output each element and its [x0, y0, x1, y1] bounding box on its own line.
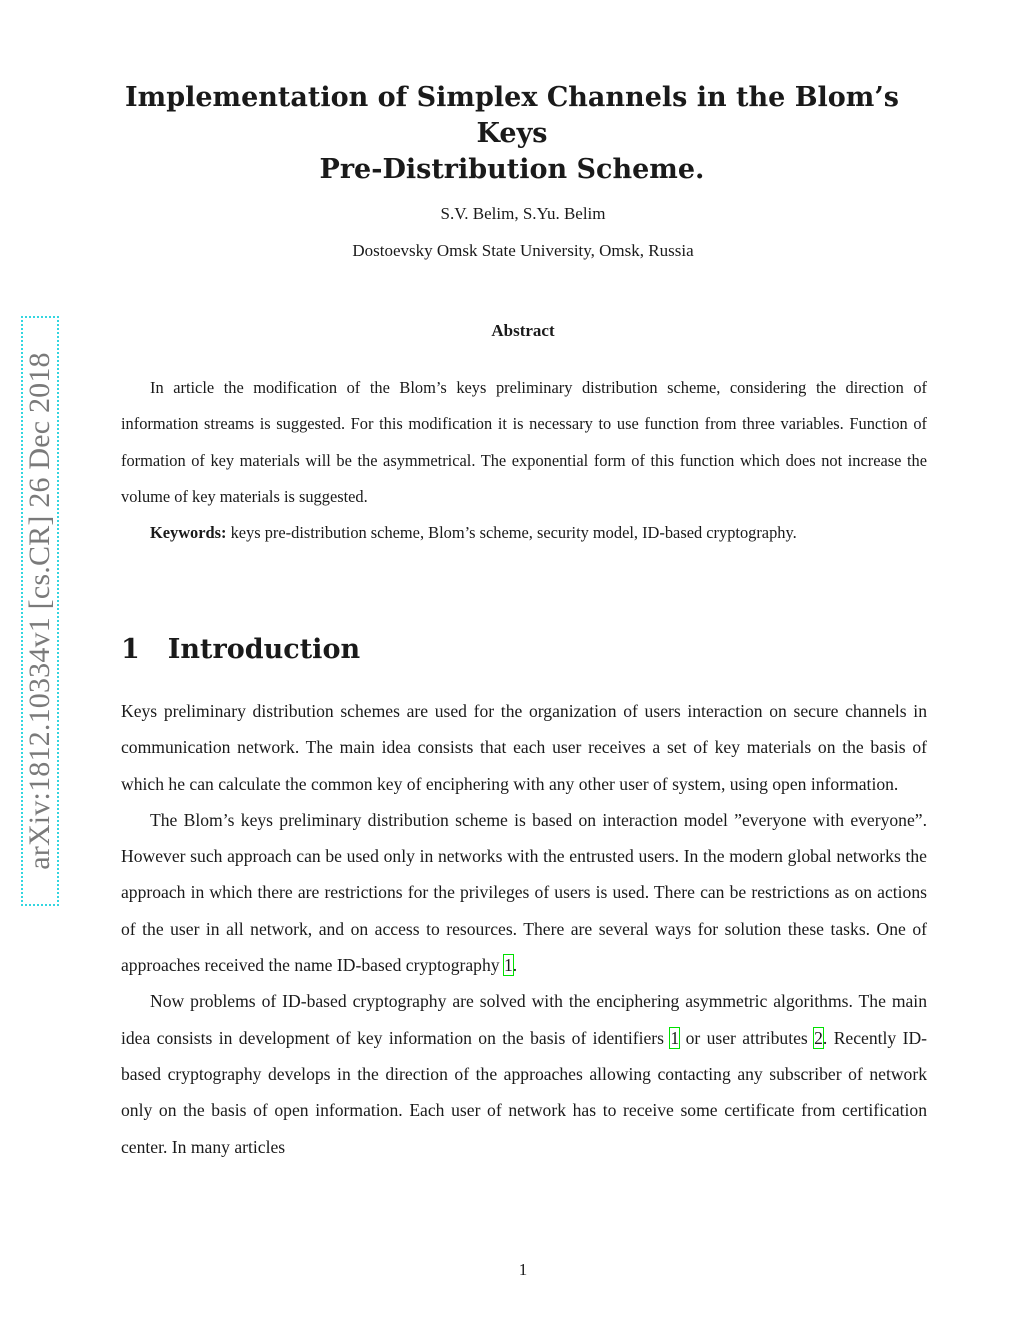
section-title: Introduction [167, 634, 361, 665]
citation-link-2[interactable]: 2 [814, 1027, 823, 1048]
intro-paragraph-1: Keys preliminary distribution schemes are used for the organization of users interaction on secure channels in communication network. The main idea consists that each user receives a set of key materials on the basis of which he can calculate the common key of enciphering with any other user of system, using open information. [121, 701, 927, 794]
introduction-body [121, 693, 927, 1165]
page-number: 1 [518, 1260, 528, 1279]
paper-authors: S.V. Belim, S.Yu. Belim [440, 204, 606, 223]
abstract-text: In article the modification of the Blom’s keys preliminary distribution scheme, considering the direction of information streams is suggested. For this modification it is necessary to use function from three variables. Function of formation of key materials will be the asymmetrical. The exponential form of this function which does not increase the volume of key materials is suggested. [121, 378, 927, 506]
section-heading-introduction [121, 634, 360, 665]
keywords-label: Keywords: [150, 523, 227, 543]
intro-paragraph-2 [121, 802, 927, 983]
intro-paragraph-3-text-c: . Recently ID-based cryptography develops in the direction of the approaches allowing contacting any subscriber of network only on the basis of open information. Each user of network has to receive some certificate from certification center. In many articles [121, 1027, 928, 1157]
paper-affiliation: Dostoevsky Omsk State University, Omsk, Russia [352, 241, 694, 260]
intro-paragraph-3-text-b: or user attributes [685, 1027, 808, 1048]
intro-paragraph-2-end: . [512, 955, 518, 976]
abstract-body [121, 370, 927, 551]
intro-paragraph-3-text-a: Now problems of ID-based cryptography are solved with the enciphering asymmetric algorithms. The main idea consists in development of key information on the basis of identifiers [121, 991, 927, 1048]
paper-title [100, 80, 924, 188]
intro-paragraph-3 [121, 983, 927, 1164]
paper-title-line-2: Pre-Distribution Scheme. [319, 154, 705, 185]
abstract-heading: Abstract [491, 321, 555, 340]
keywords-paragraph [121, 515, 927, 551]
keywords-text: keys pre-distribution scheme, Blom’s scheme, security model, ID-based cryptography. [230, 523, 797, 543]
section-number: 1 [121, 634, 140, 665]
citation-link-1[interactable]: 1 [670, 1027, 680, 1048]
citation-link-1[interactable]: 1 [503, 955, 513, 976]
paper-title-line-1: Implementation of Simplex Channels in the Blom’s Keys [125, 82, 899, 149]
intro-paragraph-2-text: The Blom’s keys preliminary distribution scheme is based on interaction model ”everyone with everyone”. However such approach can be used only in networks with the entrusted users. In the modern global networks the approach in which there are restrictions for the privileges of users is used. There can be restrictions as on actions of the user in all network, and on access to resources. There are several ways for solution these tasks. One of approaches received the name ID-based cryptography [121, 809, 927, 976]
arxiv-identifier[interactable]: arXiv:1812.10334v1 [cs.CR] 26 Dec 2018 [23, 352, 56, 870]
